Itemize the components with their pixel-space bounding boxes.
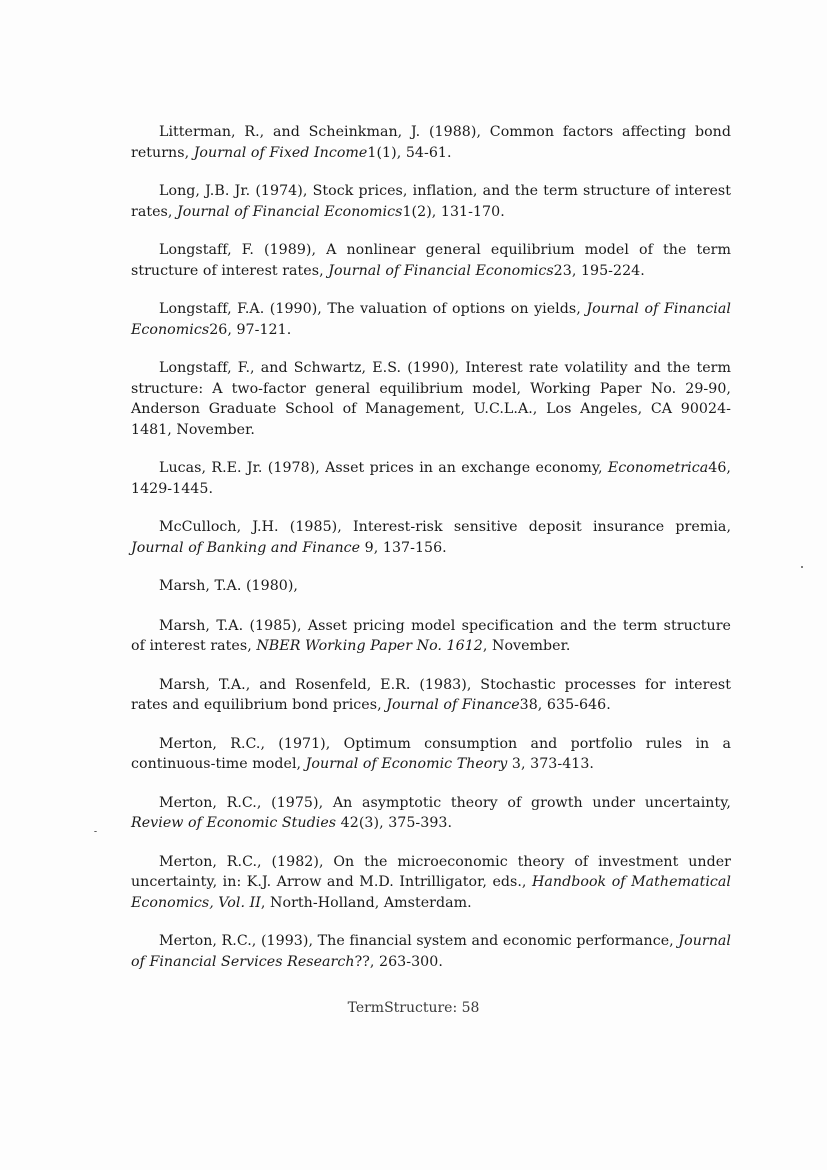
reference-text: Merton, R.C., (1993), The financial system and economic performance, <box>159 933 679 949</box>
journal-title: Journal of Fixed Income <box>193 144 368 161</box>
reference-text: Merton, R.C., (1982), On the microeconomic theory of investment under uncertainty, in: K.J. Arrow and M.D. Intrilligator, eds., <box>131 853 731 890</box>
reference-details: 38, 635-646. <box>519 697 611 713</box>
reference-details: 42(3), 375-393. <box>336 815 453 831</box>
reference-details: 1(1), 54-61. <box>367 144 452 161</box>
reference-entry-marsh-1985 <box>131 616 731 657</box>
reference-details: 46, 1429-1445. <box>131 460 731 497</box>
journal-title: Journal of Financial Economics <box>177 203 403 220</box>
journal-title: Journal of Banking and Finance <box>131 539 361 556</box>
reference-text: Long, J.B. Jr. (1974), Stock prices, inflation, and the term structure of interest rates, <box>131 183 731 220</box>
reference-text: Marsh, T.A. (1980), <box>159 578 298 594</box>
page-footer: TermStructure: 58 <box>347 1000 480 1016</box>
journal-title: Journal of Financial Economics <box>131 301 731 338</box>
journal-title: Econometrica <box>607 460 709 476</box>
reference-details: , North-Holland, Amsterdam. <box>260 894 472 911</box>
reference-entry-merton-1982 <box>131 852 731 914</box>
reference-text: Longstaff, F.A. (1990), The valuation of options on yields, <box>159 301 587 317</box>
reference-entry-longstaff-1990 <box>131 299 731 340</box>
journal-title: Review of Economic Studies <box>131 815 337 831</box>
reference-details: 26, 97-121. <box>209 321 292 338</box>
reference-details: , November. <box>482 638 571 654</box>
reference-details: 1(2), 131-170. <box>402 203 505 220</box>
journal-title: Handbook of Mathematical Economics, Vol. II <box>131 874 731 911</box>
reference-entry-marsh-1980 <box>131 576 731 597</box>
reference-details: 9, 137-156. <box>360 539 447 556</box>
journal-title: Journal of Financial Services Research <box>131 933 731 970</box>
scan-speck <box>94 831 97 832</box>
reference-list <box>131 122 731 990</box>
reference-entry-litterman-1988 <box>131 122 731 163</box>
reference-details: ??, 263-300. <box>354 953 443 970</box>
reference-text: Lucas, R.E. Jr. (1978), Asset prices in an exchange economy, <box>159 460 608 476</box>
reference-text: Longstaff, F. (1989), A nonlinear general equilibrium model of the term structure of interest rates, <box>131 242 731 279</box>
journal-title: Journal of Financial Economics <box>328 262 554 279</box>
reference-details: 3, 373-413. <box>507 756 594 772</box>
reference-text: Longstaff, F., and Schwartz, E.S. (1990), Interest rate volatility and the term structure: A two-factor general equilibrium model, Working Paper No. 29-90, Anderson Graduate School of Management, U.C.L.A., Los Angeles, CA 90024-1481, November. <box>131 360 731 438</box>
reference-entry-mcculloch-1985 <box>131 517 731 558</box>
journal-title: Journal of Economic Theory <box>305 756 508 772</box>
reference-text: Marsh, T.A. (1985), Asset pricing model specification and the term structure of interest rates, <box>131 617 731 654</box>
reference-text: McCulloch, J.H. (1985), Interest-risk sensitive deposit insurance premia, <box>159 519 731 535</box>
reference-text: Litterman, R., and Scheinkman, J. (1988), Common factors affecting bond returns, <box>131 124 731 161</box>
reference-details: 23, 195-224. <box>553 262 645 279</box>
reference-entry-marsh-rosenfeld-1983 <box>131 675 731 716</box>
reference-entry-long-1974 <box>131 181 731 222</box>
reference-entry-longstaff-schwartz-1990 <box>131 358 731 440</box>
journal-title: NBER Working Paper No. 1612 <box>256 638 483 654</box>
reference-text: Marsh, T.A., and Rosenfeld, E.R. (1983), Stochastic processes for interest rates and equilibrium bond prices, <box>131 676 731 713</box>
reference-entry-merton-1975 <box>131 793 731 834</box>
reference-text: Merton, R.C., (1971), Optimum consumption and portfolio rules in a continuous-time model, <box>131 735 731 772</box>
reference-entry-merton-1971 <box>131 734 731 775</box>
journal-title: Journal of Finance <box>386 697 520 713</box>
reference-entry-longstaff-1989 <box>131 240 731 281</box>
reference-text: Merton, R.C., (1975), An asymptotic theory of growth under uncertainty, <box>159 794 731 811</box>
scan-speck <box>801 566 803 568</box>
reference-entry-merton-1993 <box>131 931 731 972</box>
reference-entry-lucas-1978 <box>131 458 731 499</box>
